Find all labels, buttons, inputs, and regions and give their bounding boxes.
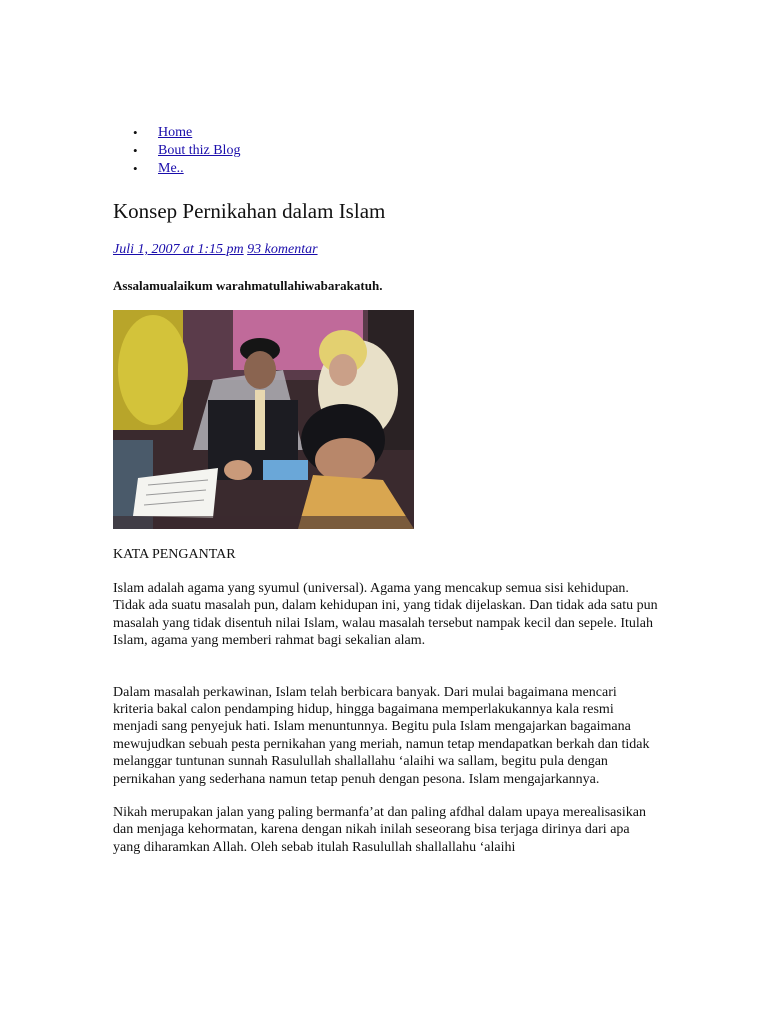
post-title: Konsep Pernikahan dalam Islam — [113, 199, 386, 223]
bullet-icon: • — [133, 125, 138, 140]
paragraph: Dalam masalah perkawinan, Islam telah berbicara banyak. Dari mulai bagaimana mencari kriteria bakal calon pendamping hidup, hingga bagaimana memperlakukannya kala resmi menjadi sang penyejuk hati. Islam menuntunnya. Begitu pula Islam mengajarkan bagaimana mewujudkan sebuah pesta pernikahan yang meriah, namun tetap mendapatkan berkah dan tidak melanggar tuntunan sunnah Rasulullah shallallahu ‘alaihi wa sallam, begitu pula dengan pernikahan yang sederhana namun tetap penuh dengan pesona. Islam mengajarkannya. — [113, 684, 650, 787]
nav-link-me[interactable]: Me.. — [158, 161, 184, 176]
nav-link-home[interactable]: Home — [158, 125, 193, 140]
paragraph: Islam adalah agama yang syumul (universal). Agama yang mencakup semua sisi kehidupan. Tidak ada suatu masalah pun, dalam kehidupan ini, yang tidak dijelaskan. Dan tidak ada satu pun masalah yang tidak disentuh nilai Islam, walau masalah tersebut nampak kecil dan sepele. Itulah Islam, agama yang memberi rahmat bagi sekalian alam. — [113, 581, 658, 649]
bullet-icon: • — [133, 161, 138, 176]
bullet-icon: • — [133, 143, 138, 158]
post-date-link[interactable]: Juli 1, 2007 at 1:15 pm — [113, 242, 244, 257]
section-heading: KATA PENGANTAR — [113, 547, 236, 562]
nav-item-home — [113, 124, 658, 142]
comments-link[interactable]: 93 komentar — [247, 242, 318, 257]
wedding-photo — [113, 310, 414, 529]
post-meta — [113, 241, 658, 259]
greeting: Assalamualaikum warahmatullahiwabarakatuh. — [113, 278, 383, 293]
nav-item-me — [113, 160, 658, 178]
blog-page — [113, 124, 658, 856]
nav-link-about[interactable]: Bout thiz Blog — [158, 143, 241, 158]
nav-list — [113, 124, 658, 178]
paragraph: Nikah merupakan jalan yang paling bermanfa’at dan paling afdhal dalam upaya merealisasikan dan menjaga kehormatan, karena dengan nikah inilah seseorang bisa terjaga dirinya dari apa yang diharamkan Allah. Oleh sebab itulah Rasulullah shallallahu ‘alaihi — [113, 805, 646, 855]
nav-item-about — [113, 142, 658, 160]
